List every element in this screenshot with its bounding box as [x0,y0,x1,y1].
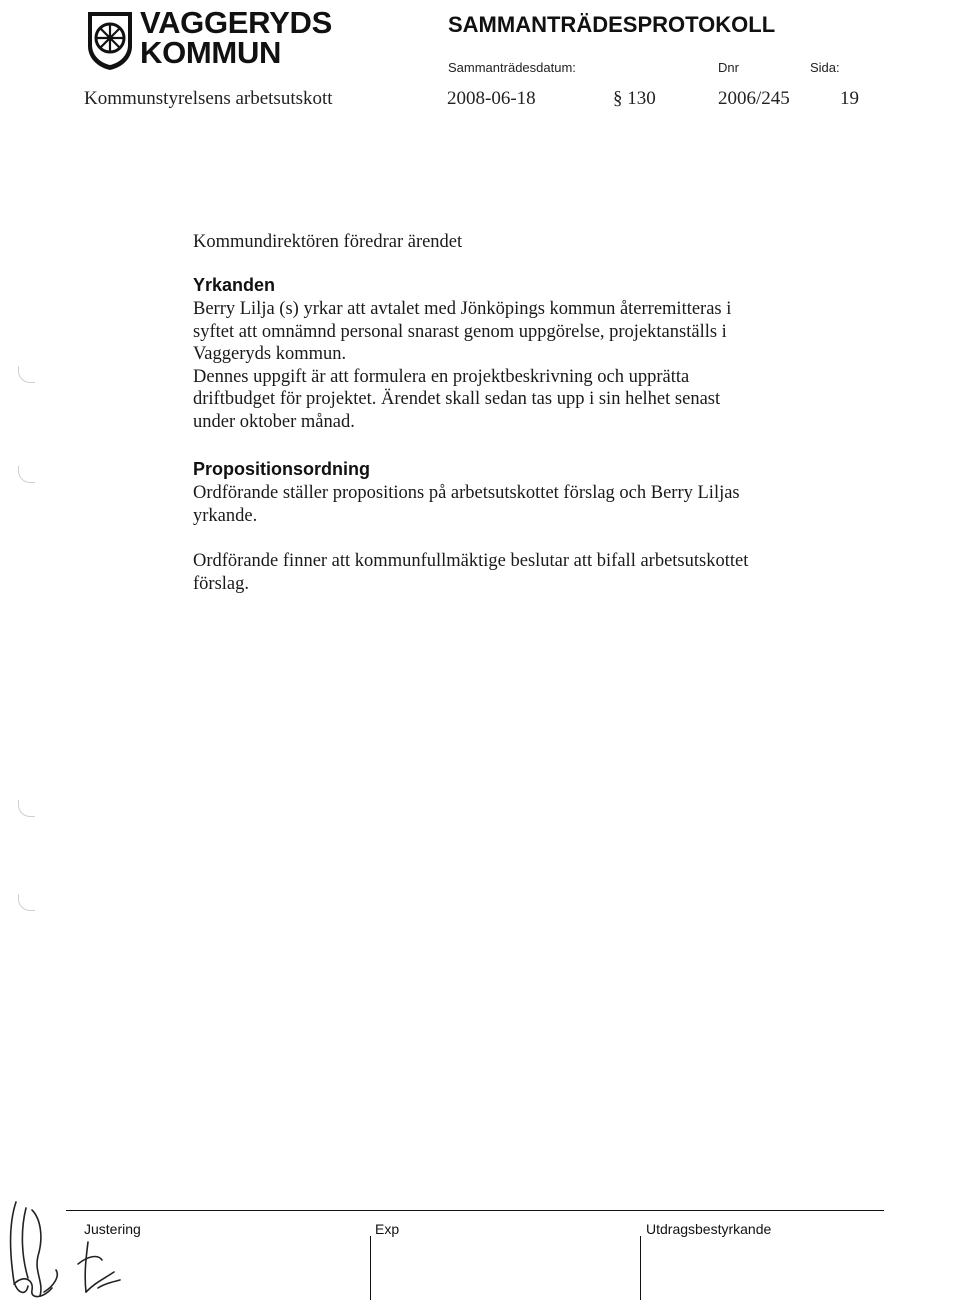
municipality-logo-icon [84,8,136,72]
signature-icon [4,1196,134,1308]
footer-divider [66,1210,884,1211]
exp-label: Exp [375,1221,400,1237]
propositions-line: Ordförande ställer propositions på arbetsutskottet förslag och Berry Liljas [193,483,740,503]
page-number: 19 [840,88,859,109]
dnr-label: Dnr [718,60,739,75]
yrkanden-line: Berry Lilja (s) yrkar att avtalet med Jönköpings kommun återremitteras i [193,299,732,319]
propositions-line: yrkande. [193,505,258,526]
justering-label: Justering [84,1221,141,1237]
utdragsbestyrkande-label: Utdragsbestyrkande [646,1221,772,1237]
yrkanden-line: Vaggeryds kommun. [193,344,347,364]
punch-hole-mark [18,466,35,483]
intro-text: Kommundirektören föredrar ärendet [193,232,463,252]
committee-name: Kommunstyrelsens arbetsutskott [84,88,333,109]
punch-hole-mark [18,800,35,817]
propositions-paragraph [193,482,833,527]
yrkanden-paragraph [193,298,833,433]
dnr-number: 2006/245 [718,88,790,109]
meeting-date-label: Sammanträdesdatum: [448,60,576,75]
decision-line: Ordförande finner att kommunfullmäktige beslutar att bifall arbetsutskottet [193,551,749,571]
meeting-date: 2008-06-18 [447,88,536,109]
org-name-line1: VAGGERYDS [140,5,332,40]
yrkanden-line: Dennes uppgift är att formulera en projektbeskrivning och upprätta [193,366,690,387]
footer-column-divider [640,1236,641,1300]
document-type-title: SAMMANTRÄDESPROTOKOLL [448,12,776,37]
yrkanden-line: under oktober månad. [193,411,355,432]
footer-column-divider [370,1236,371,1300]
paragraph-number: § 130 [613,88,656,109]
yrkanden-line: syftet att omnämnd personal snarast genom uppgörelse, projektanställs i [193,321,727,342]
propositions-heading: Propositionsordning [193,459,370,479]
decision-paragraph [193,550,833,595]
yrkanden-heading: Yrkanden [193,275,276,295]
page-label: Sida: [810,60,840,75]
punch-hole-mark [18,366,35,383]
decision-line: förslag. [193,573,249,594]
org-name-line2: KOMMUN [140,35,282,70]
punch-hole-mark [18,894,35,911]
yrkanden-line: driftbudget för projektet. Ärendet skall sedan tas upp i sin helhet senast [193,389,721,409]
